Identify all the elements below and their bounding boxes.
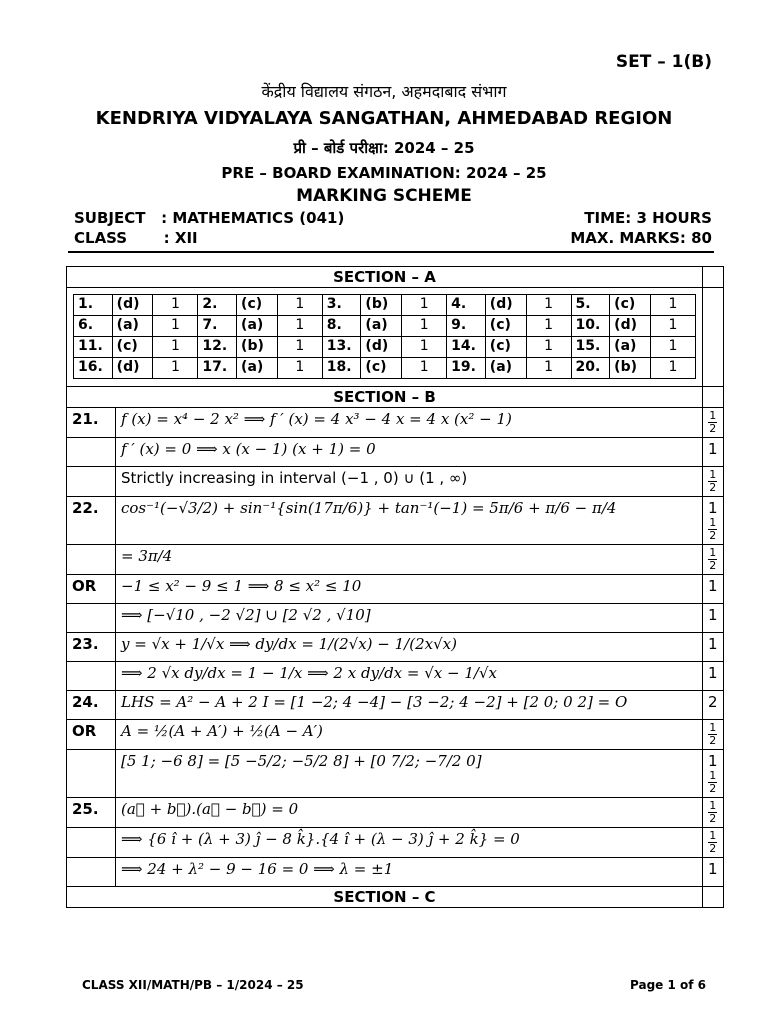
class-label: CLASS : XII xyxy=(74,229,198,247)
solution-step: (a⃗ + b⃗).(a⃗ − b⃗) = 0 xyxy=(116,798,703,828)
question-number: 4. xyxy=(447,295,486,316)
solution-row xyxy=(67,438,724,467)
solution-step: LHS = A² − A + 2 I = [1 −2; 4 −4] − [3 −2; 4 −2] + [2 0; 0 2] = O xyxy=(116,691,703,720)
step-marks: $\frac{1}{2}$ xyxy=(703,720,724,750)
answer-mark: 1 xyxy=(277,358,322,379)
answer-mark: 1 xyxy=(526,358,571,379)
answer-mark: 1 xyxy=(153,358,198,379)
mcq-row xyxy=(74,295,696,316)
set-label: SET – 1(B) xyxy=(615,52,712,72)
answer-option: (d) xyxy=(610,316,651,337)
solution-step: Strictly increasing in interval (−1 , 0) ∪ (1 , ∞) xyxy=(116,467,703,497)
question-number: 24. xyxy=(67,691,116,720)
step-marks: $\frac{1}{2}$ xyxy=(703,828,724,858)
solution-row xyxy=(67,828,724,858)
solution-step: f ′ (x) = 0 ⟹ x (x − 1) (x + 1) = 0 xyxy=(116,438,703,467)
hindi-exam-title: प्री – बोर्ड परीक्षा: 2024 – 25 xyxy=(293,139,475,157)
solution-step: y = √x + 1/√x ⟹ dy/dx = 1/(2√x) − 1/(2x√x) xyxy=(116,633,703,662)
time-label: TIME: 3 HOURS xyxy=(584,209,712,227)
org-title: KENDRIYA VIDYALAYA SANGATHAN, AHMEDABAD REGION xyxy=(95,108,673,129)
step-marks: 1 xyxy=(703,575,724,604)
solution-row xyxy=(67,545,724,575)
question-number: 2. xyxy=(198,295,237,316)
answer-mark: 1 xyxy=(650,295,695,316)
subject-label: SUBJECT : MATHEMATICS (041) xyxy=(74,209,345,227)
meta-row-2 xyxy=(74,229,712,247)
mcq-row xyxy=(74,316,696,337)
answer-option: (a) xyxy=(112,316,153,337)
document-title: MARKING SCHEME xyxy=(296,186,472,206)
answer-option: (a) xyxy=(361,316,402,337)
question-number xyxy=(67,438,116,467)
question-number: 10. xyxy=(571,316,610,337)
answer-mark: 1 xyxy=(277,316,322,337)
answer-option: (a) xyxy=(485,358,526,379)
question-number: 17. xyxy=(198,358,237,379)
section-a-heading: SECTION – A xyxy=(67,267,703,288)
answer-mark: 1 xyxy=(277,337,322,358)
step-marks: 1 xyxy=(703,662,724,691)
question-number: 20. xyxy=(571,358,610,379)
answer-option: (c) xyxy=(485,316,526,337)
solution-step: ⟹ 24 + λ² − 9 − 16 = 0 ⟹ λ = ±1 xyxy=(116,858,703,887)
answer-mark: 1 xyxy=(526,316,571,337)
question-number: OR xyxy=(67,575,116,604)
answer-mark: 1 xyxy=(650,337,695,358)
solution-step: = 3π/4 xyxy=(116,545,703,575)
solution-row xyxy=(67,575,724,604)
exam-title: PRE – BOARD EXAMINATION: 2024 – 25 xyxy=(221,164,547,182)
solution-step: −1 ≤ x² − 9 ≤ 1 ⟹ 8 ≤ x² ≤ 10 xyxy=(116,575,703,604)
answer-mark: 1 xyxy=(526,295,571,316)
step-marks: 1 $\frac{1}{2}$ xyxy=(703,497,724,545)
question-number: 22. xyxy=(67,497,116,545)
question-number: 8. xyxy=(322,316,361,337)
footer-doc-code: CLASS XII/MATH/PB – 1/2024 – 25 xyxy=(82,978,304,992)
section-b-rows xyxy=(67,408,724,887)
answer-mark: 1 xyxy=(153,295,198,316)
answer-option: (a) xyxy=(237,358,278,379)
header-divider xyxy=(68,251,714,253)
solution-row xyxy=(67,497,724,545)
question-number: 3. xyxy=(322,295,361,316)
question-number: 6. xyxy=(74,316,113,337)
question-number: 23. xyxy=(67,633,116,662)
question-number xyxy=(67,750,116,798)
answer-mark: 1 xyxy=(650,358,695,379)
question-number: 19. xyxy=(447,358,486,379)
question-number: 1. xyxy=(74,295,113,316)
meta-row-1 xyxy=(74,209,712,227)
answer-mark: 1 xyxy=(402,316,447,337)
question-number xyxy=(67,858,116,887)
answer-mark: 1 xyxy=(402,337,447,358)
solution-step: f (x) = x⁴ − 2 x² ⟹ f ′ (x) = 4 x³ − 4 x = 4 x (x² − 1) xyxy=(116,408,703,438)
answer-mark: 1 xyxy=(650,316,695,337)
question-number xyxy=(67,467,116,497)
question-number: 11. xyxy=(74,337,113,358)
mcq-row xyxy=(74,358,696,379)
answer-option: (d) xyxy=(112,295,153,316)
answer-mark: 1 xyxy=(153,337,198,358)
hindi-org-title: केंद्रीय विद्यालय संगठन, अहमदाबाद संभाग xyxy=(261,82,507,101)
mcq-row xyxy=(74,337,696,358)
question-number xyxy=(67,545,116,575)
answer-option: (b) xyxy=(361,295,402,316)
solution-row xyxy=(67,467,724,497)
question-number: 15. xyxy=(571,337,610,358)
mcq-answer-grid xyxy=(73,294,696,379)
max-marks-label: MAX. MARKS: 80 xyxy=(570,229,712,247)
question-number: 14. xyxy=(447,337,486,358)
step-marks: 1 xyxy=(703,438,724,467)
answer-option: (b) xyxy=(237,337,278,358)
section-c-heading: SECTION – C xyxy=(67,887,703,908)
answer-option: (c) xyxy=(112,337,153,358)
step-marks: 1 xyxy=(703,633,724,662)
question-number: 16. xyxy=(74,358,113,379)
answer-option: (c) xyxy=(237,295,278,316)
solution-row xyxy=(67,798,724,828)
answer-mark: 1 xyxy=(153,316,198,337)
step-marks: 1 xyxy=(703,858,724,887)
solution-step: cos⁻¹(−√3/2) + sin⁻¹{sin(17π/6)} + tan⁻¹(−1) = 5π/6 + π/6 − π/4 xyxy=(116,497,703,545)
question-number: 12. xyxy=(198,337,237,358)
question-number: 5. xyxy=(571,295,610,316)
section-b-heading: SECTION – B xyxy=(67,387,703,408)
question-number xyxy=(67,828,116,858)
solution-row xyxy=(67,662,724,691)
solution-row xyxy=(67,750,724,798)
solution-row xyxy=(67,408,724,438)
footer-page-number: Page 1 of 6 xyxy=(630,978,706,992)
solution-row xyxy=(67,604,724,633)
question-number xyxy=(67,662,116,691)
question-number: 9. xyxy=(447,316,486,337)
solution-row xyxy=(67,691,724,720)
step-marks: $\frac{1}{2}$ xyxy=(703,798,724,828)
question-number: 13. xyxy=(322,337,361,358)
answer-mark: 1 xyxy=(526,337,571,358)
question-number: OR xyxy=(67,720,116,750)
answer-option: (a) xyxy=(237,316,278,337)
solution-row xyxy=(67,720,724,750)
question-number xyxy=(67,604,116,633)
solution-step: A = ½(A + A′) + ½(A − A′) xyxy=(116,720,703,750)
solution-row xyxy=(67,633,724,662)
answer-mark: 1 xyxy=(402,358,447,379)
solution-step: ⟹ 2 √x dy/dx = 1 − 1/x ⟹ 2 x dy/dx = √x − 1/√x xyxy=(116,662,703,691)
step-marks: 2 xyxy=(703,691,724,720)
answer-mark: 1 xyxy=(402,295,447,316)
marking-scheme-table xyxy=(66,266,724,908)
question-number: 18. xyxy=(322,358,361,379)
answer-option: (b) xyxy=(610,358,651,379)
solution-row xyxy=(67,858,724,887)
answer-option: (c) xyxy=(361,358,402,379)
question-number: 21. xyxy=(67,408,116,438)
solution-step: [5 1; −6 8] = [5 −5/2; −5/2 8] + [0 7/2; −7/2 0] xyxy=(116,750,703,798)
step-marks: $\frac{1}{2}$ xyxy=(703,467,724,497)
step-marks: $\frac{1}{2}$ xyxy=(703,545,724,575)
answer-option: (a) xyxy=(610,337,651,358)
question-number: 7. xyxy=(198,316,237,337)
solution-step: ⟹ [−√10 , −2 √2] ∪ [2 √2 , √10] xyxy=(116,604,703,633)
question-number: 25. xyxy=(67,798,116,828)
step-marks: 1 $\frac{1}{2}$ xyxy=(703,750,724,798)
answer-option: (d) xyxy=(112,358,153,379)
answer-option: (d) xyxy=(361,337,402,358)
answer-option: (c) xyxy=(610,295,651,316)
answer-option: (c) xyxy=(485,337,526,358)
solution-step: ⟹ {6 î + (λ + 3) ĵ − 8 k̂}.{4 î + (λ − 3) ĵ + 2 k̂} = 0 xyxy=(116,828,703,858)
answer-option: (d) xyxy=(485,295,526,316)
step-marks: 1 xyxy=(703,604,724,633)
step-marks: $\frac{1}{2}$ xyxy=(703,408,724,438)
answer-mark: 1 xyxy=(277,295,322,316)
